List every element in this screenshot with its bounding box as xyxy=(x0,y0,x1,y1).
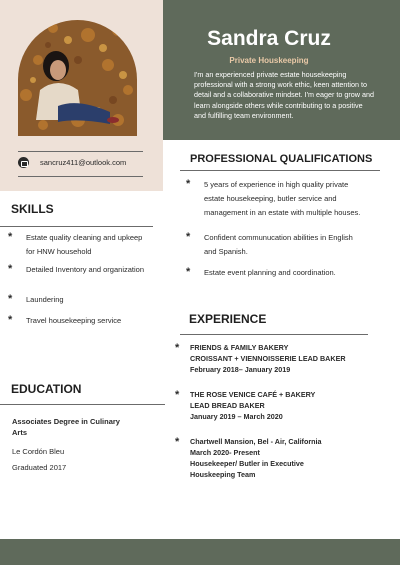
contact-divider-bottom xyxy=(18,176,143,177)
experience-role: LEAD BREAD BAKER xyxy=(190,401,265,410)
bullet-star-icon: * xyxy=(8,314,13,326)
bullet-star-icon: * xyxy=(186,178,191,190)
contact-divider-top xyxy=(18,151,143,152)
experience-dates: March 2020- Present xyxy=(190,448,260,457)
experience-dates: February 2018– January 2019 xyxy=(190,365,291,374)
bullet-star-icon: * xyxy=(175,389,180,401)
skills-divider xyxy=(0,226,153,227)
education-school: Le Cordón Bleu xyxy=(12,447,65,456)
bullet-star-icon: * xyxy=(8,263,13,275)
profile-photo xyxy=(18,20,137,136)
candidate-name: Sandra Cruz xyxy=(207,27,331,50)
experience-dates: January 2019 – March 2020 xyxy=(190,412,283,421)
skills-heading: SKILLS xyxy=(11,202,54,216)
bullet-star-icon: * xyxy=(186,266,191,278)
education-divider xyxy=(0,404,165,405)
experience-employer: THE ROSE VENICE CAFÉ + BAKERY xyxy=(190,390,316,399)
experience-role: Housekeeper/ Butler in Executive Houskeeping Team xyxy=(190,459,304,479)
experience-employer: FRIENDS & FAMILY BAKERY xyxy=(190,343,289,352)
experience-divider xyxy=(180,334,368,335)
experience-role: CROISSANT + VIENNOISSERIE LEAD BAKER xyxy=(190,354,346,363)
email-icon xyxy=(18,157,29,168)
experience-employer: Chartwell Mansion, Bel - Air, California xyxy=(190,437,322,446)
qualifications-divider xyxy=(180,170,380,171)
education-degree: Associates Degree in Culinary Arts xyxy=(12,417,120,437)
profile-summary: I'm an experienced private estate housekeeping professional with a strong work ethic, keen attention to detail and a collaborative mindset. I'm eager to grow and learn alongside others while contributing to a positive and fulfilling team environment. xyxy=(194,70,374,120)
bullet-star-icon: * xyxy=(175,436,180,448)
bullet-star-icon: * xyxy=(186,231,191,243)
candidate-title: Private Houskeeping xyxy=(229,56,309,65)
bullet-star-icon: * xyxy=(175,342,180,354)
education-graduated: Graduated 2017 xyxy=(12,463,67,472)
education-heading: EDUCATION xyxy=(11,382,82,396)
experience-heading: EXPERIENCE xyxy=(189,312,267,326)
qualifications-heading: PROFESSIONAL QUALIFICATIONS xyxy=(190,153,373,165)
bullet-star-icon: * xyxy=(8,231,13,243)
email-address[interactable]: sancruz411@outlook.com xyxy=(40,158,127,167)
bullet-star-icon: * xyxy=(8,293,13,305)
footer-band xyxy=(0,539,400,565)
